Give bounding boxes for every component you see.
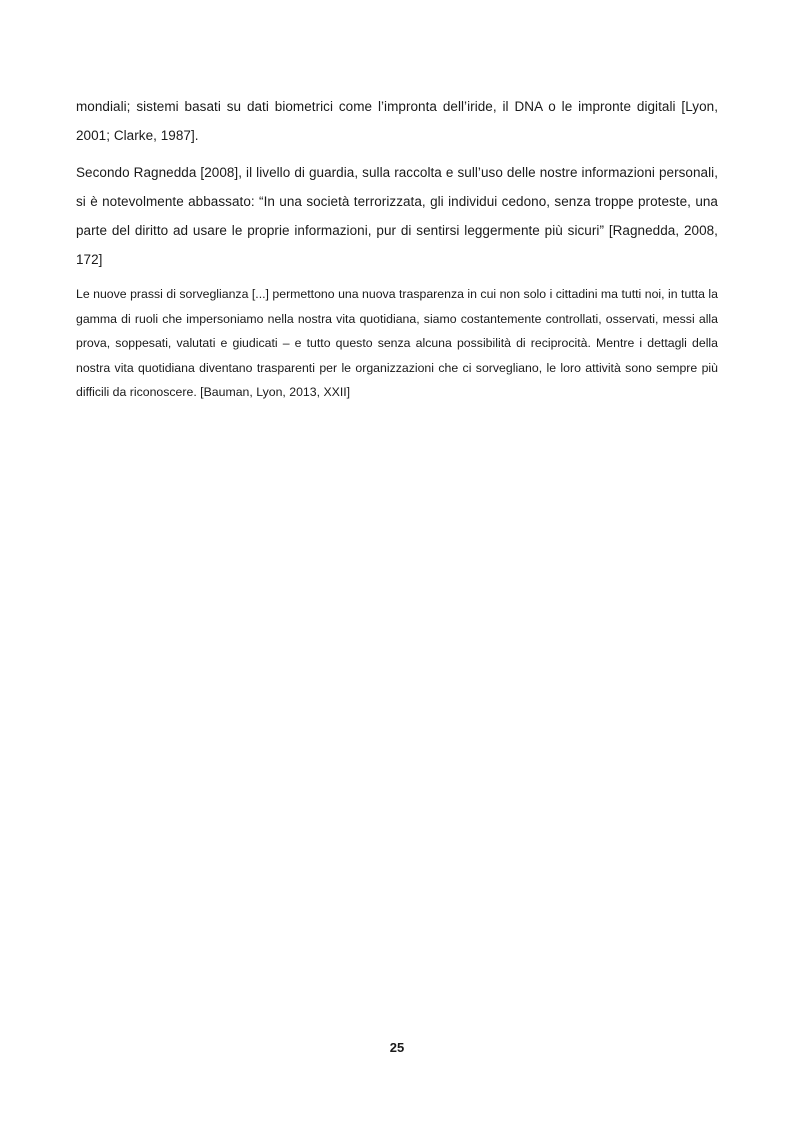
page-content xyxy=(76,92,718,405)
paragraph-biometrics-continuation: mondiali; sistemi basati su dati biometrici come l’impronta dell’iride, il DNA o le impronte digitali [Lyon, 2001; Clarke, 1987]. xyxy=(76,99,718,143)
page-number: 25 xyxy=(389,1040,405,1055)
block-quote-bauman-lyon: Le nuove prassi di sorveglianza [...] permettono una nuova trasparenza in cui non solo i cittadini ma tutti noi, in tutta la gamma di ruoli che impersoniamo nella nostra vita quotidiana, siamo costantemente controllati, osservati, messi alla prova, soppesati, valutati e giudicati – e tutto questo senza alcuna possibilità di reciprocità. Mentre i dettagli della nostra vita quotidiana diventano trasparenti per le organizzazioni che ci sorvegliano, le loro attività sono sempre più difficili da riconoscere. [Bauman, Lyon, 2013, XXII] xyxy=(76,287,718,399)
paragraph-ragnedda: Secondo Ragnedda [2008], il livello di guardia, sulla raccolta e sull’uso delle nostre informazioni personali, si è notevolmente abbassato: “In una società terrorizzata, gli individui cedono, senza troppe proteste, una parte del diritto ad usare le proprie informazioni, pur di sentirsi leggermente più sicuri” [Ragnedda, 2008, 172] xyxy=(76,165,718,267)
